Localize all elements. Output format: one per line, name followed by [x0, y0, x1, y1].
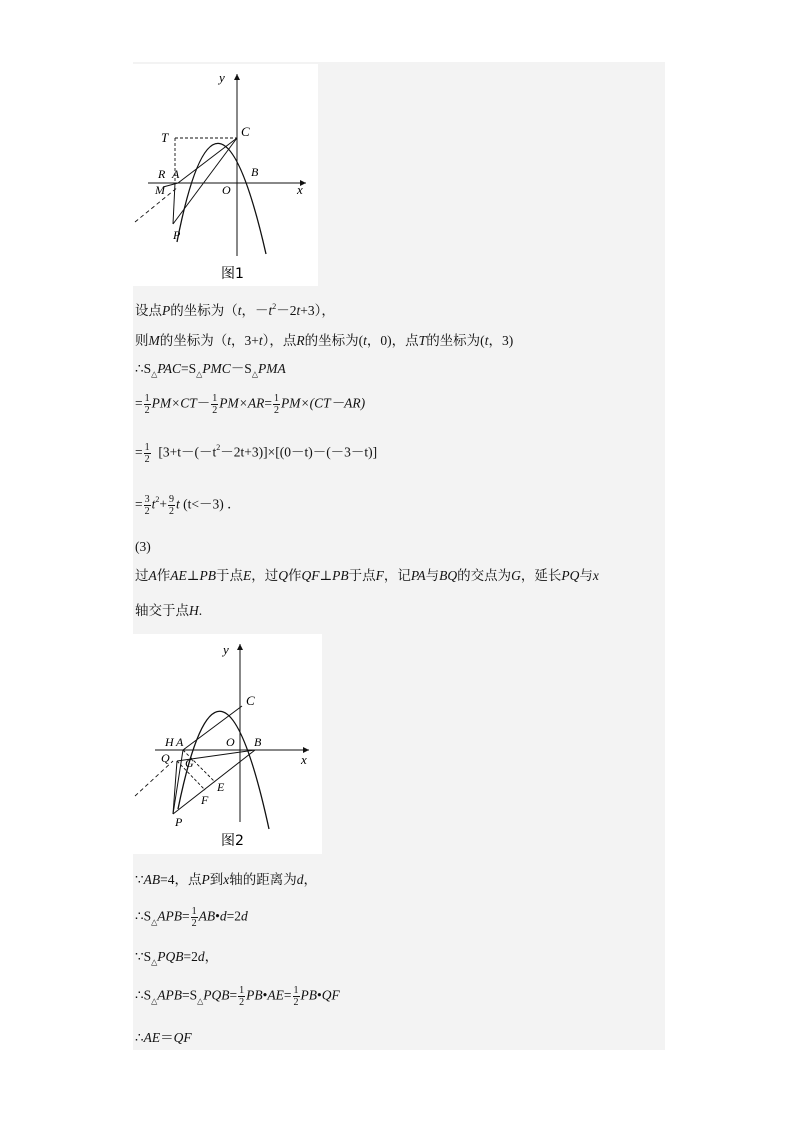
text-line-1: 设点P的坐标为（t，$-t^2-2t+3$）， — [135, 301, 335, 318]
label-b: B — [254, 735, 262, 749]
answer-sheet — [133, 62, 665, 1050]
label-r: R — [158, 167, 166, 181]
label-h: H — [165, 735, 174, 749]
text-line-2: 则M的坐标为（t，3+t），点R的坐标为(t，0)，点T的坐标为(t，3) — [135, 333, 514, 348]
label-c: C — [241, 124, 250, 139]
part-3-label: (3) — [135, 539, 151, 554]
figure-1-diagram — [133, 64, 318, 286]
label-e: E — [217, 780, 225, 794]
label-m: M — [155, 183, 165, 197]
text-line-s-apb: $\therefore S_\triangle APB=$ $\frac{1}{2}$ AB•d=2d — [135, 906, 248, 929]
label-y: y — [223, 642, 229, 657]
line-ac — [178, 138, 237, 183]
label-y: y — [219, 70, 225, 85]
line-ma — [163, 183, 178, 187]
text-line-6: = $\frac{3}{2}$ $t^2+$ $\frac{9}{2}$ t (t<－3) ． — [135, 494, 241, 517]
label-x: x — [301, 752, 307, 767]
label-c: C — [246, 693, 255, 708]
label-a: A — [172, 167, 180, 181]
dashed-line-extension — [135, 761, 173, 796]
text-line-ae-qf: ∴AE＝QF — [135, 1030, 192, 1045]
part-3-paragraph-line-1: 过A作AE⊥PB于点E，过Q作QF⊥PB于点F，记PA与BQ的交点为G，延长PQ与x — [135, 568, 599, 583]
line-pa — [173, 750, 183, 814]
line-pc — [173, 138, 237, 224]
label-p: P — [173, 228, 181, 242]
figure-2 — [133, 634, 322, 854]
label-o: O — [226, 735, 235, 749]
parabola — [178, 711, 269, 829]
text-line-ab: ∵AB=4，点P到x轴的距离为d， — [135, 872, 317, 887]
label-b: B — [251, 165, 259, 179]
text-line-3: $\therefore S_\triangle PAC=S_\triangle PMC-S_\triangle PMA$ — [135, 361, 286, 379]
figure-1 — [133, 64, 318, 286]
line-pq — [173, 761, 177, 814]
part-3-paragraph-line-2: 轴交于点H. — [135, 603, 203, 618]
text-line-equal-areas: $\therefore S_\triangle APB=S_\triangle PQB=$ $\frac{1}{2}$ PB•AE= $\frac{1}{2}$ PB•QF — [135, 985, 340, 1008]
label-o: O — [222, 183, 231, 197]
label-g: G — [185, 756, 194, 770]
label-q: Q — [161, 751, 170, 765]
figure-2-diagram — [133, 634, 322, 854]
text-line-5: = $\frac{1}{2}$ $[3+t-(-t^2-2t+3)]\times[(0-t)-(-3-t)]$ — [135, 442, 378, 465]
text-line-4: = $\frac{1}{2}$ PM×CT－ $\frac{1}{2}$ PM×AR= $\frac{1}{2}$ PM×(CT－AR) — [135, 393, 366, 416]
label-p: P — [175, 815, 183, 829]
line-pm — [173, 183, 175, 224]
label-t: T — [161, 130, 169, 145]
figure-2-caption: 图2 — [221, 833, 244, 849]
figure-1-caption: 图1 — [221, 266, 244, 282]
label-x: x — [297, 182, 303, 197]
label-f: F — [201, 793, 209, 807]
text-line-s-pqb: $\because S_\triangle PQB=2d$， — [135, 949, 219, 967]
label-a: A — [176, 735, 184, 749]
parabola — [177, 143, 266, 254]
